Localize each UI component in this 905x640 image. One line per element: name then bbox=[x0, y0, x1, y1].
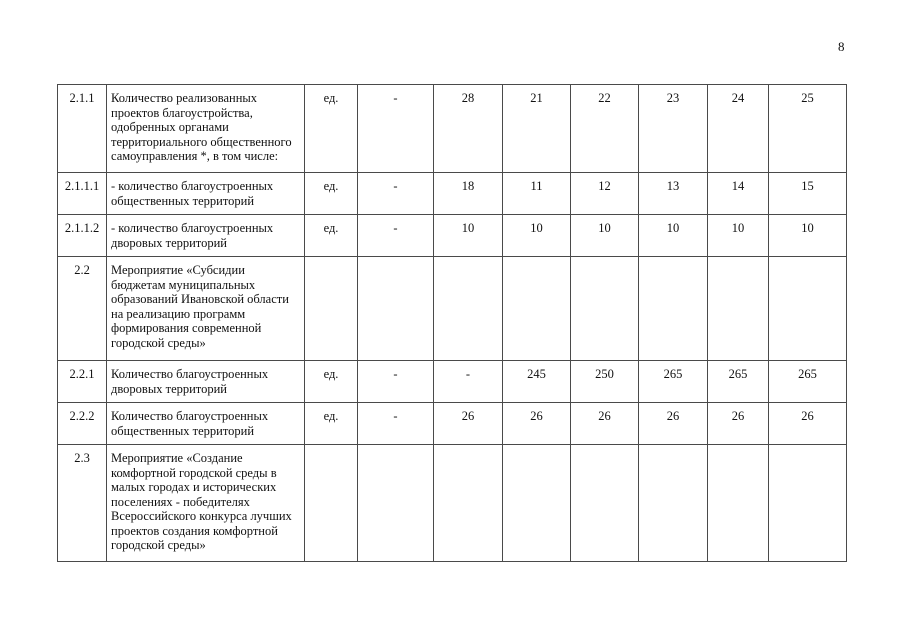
value-cell bbox=[571, 257, 639, 361]
value-cell: - bbox=[358, 361, 434, 403]
value-cell bbox=[503, 257, 571, 361]
value-cell: 26 bbox=[503, 403, 571, 445]
row-number: 2.2.1 bbox=[58, 361, 107, 403]
value-cell bbox=[358, 257, 434, 361]
value-cell: 265 bbox=[639, 361, 708, 403]
value-cell bbox=[639, 445, 708, 562]
value-cell bbox=[639, 257, 708, 361]
value-cell: 26 bbox=[769, 403, 847, 445]
unit-cell: ед. bbox=[305, 85, 358, 173]
row-number: 2.2.2 bbox=[58, 403, 107, 445]
table-row bbox=[58, 215, 847, 257]
table-row bbox=[58, 445, 847, 562]
value-cell: 24 bbox=[708, 85, 769, 173]
value-cell: - bbox=[434, 361, 503, 403]
value-cell: 11 bbox=[503, 173, 571, 215]
indicators-table bbox=[57, 84, 847, 562]
table-row bbox=[58, 173, 847, 215]
indicator-name: Количество благоустроенных общественных территорий bbox=[107, 403, 305, 445]
indicator-name: Мероприятие «Создание комфортной городской среды в малых городах и исторических поселениях - победителях Всероссийского конкурса лучших проектов создания комфортной городской среды» bbox=[107, 445, 305, 562]
value-cell: - bbox=[358, 403, 434, 445]
value-cell: 23 bbox=[639, 85, 708, 173]
value-cell: 26 bbox=[434, 403, 503, 445]
indicator-name: Количество реализованных проектов благоустройства, одобренных органами территориального общественного самоуправления *, в том числе: bbox=[107, 85, 305, 173]
value-cell: 15 bbox=[769, 173, 847, 215]
value-cell: 26 bbox=[571, 403, 639, 445]
unit-cell: ед. bbox=[305, 215, 358, 257]
value-cell: - bbox=[358, 173, 434, 215]
row-number: 2.2 bbox=[58, 257, 107, 361]
row-number: 2.1.1.1 bbox=[58, 173, 107, 215]
value-cell: 10 bbox=[639, 215, 708, 257]
value-cell: 14 bbox=[708, 173, 769, 215]
value-cell: 22 bbox=[571, 85, 639, 173]
value-cell bbox=[708, 257, 769, 361]
row-number: 2.1.1.2 bbox=[58, 215, 107, 257]
table-row bbox=[58, 403, 847, 445]
value-cell: 21 bbox=[503, 85, 571, 173]
row-number: 2.3 bbox=[58, 445, 107, 562]
indicator-name: - количество благоустроенных дворовых территорий bbox=[107, 215, 305, 257]
row-number: 2.1.1 bbox=[58, 85, 107, 173]
value-cell bbox=[571, 445, 639, 562]
unit-cell bbox=[305, 257, 358, 361]
value-cell: 18 bbox=[434, 173, 503, 215]
value-cell: 10 bbox=[769, 215, 847, 257]
value-cell: 265 bbox=[769, 361, 847, 403]
value-cell: 28 bbox=[434, 85, 503, 173]
value-cell bbox=[503, 445, 571, 562]
unit-cell: ед. bbox=[305, 173, 358, 215]
table-row bbox=[58, 361, 847, 403]
table-row bbox=[58, 85, 847, 173]
unit-cell: ед. bbox=[305, 403, 358, 445]
value-cell bbox=[434, 445, 503, 562]
value-cell: 25 bbox=[769, 85, 847, 173]
value-cell: - bbox=[358, 215, 434, 257]
value-cell: 10 bbox=[503, 215, 571, 257]
value-cell: 245 bbox=[503, 361, 571, 403]
value-cell: 26 bbox=[708, 403, 769, 445]
value-cell: 12 bbox=[571, 173, 639, 215]
indicator-name: Мероприятие «Субсидии бюджетам муниципальных образований Ивановской области на реализацию программ формирования современной городской среды» bbox=[107, 257, 305, 361]
table-row bbox=[58, 257, 847, 361]
value-cell: 10 bbox=[571, 215, 639, 257]
value-cell bbox=[769, 445, 847, 562]
page-number: 8 bbox=[838, 39, 845, 54]
value-cell: 265 bbox=[708, 361, 769, 403]
indicator-name: Количество благоустроенных дворовых территорий bbox=[107, 361, 305, 403]
value-cell bbox=[358, 445, 434, 562]
indicator-name: - количество благоустроенных общественных территорий bbox=[107, 173, 305, 215]
unit-cell: ед. bbox=[305, 361, 358, 403]
value-cell bbox=[708, 445, 769, 562]
unit-cell bbox=[305, 445, 358, 562]
value-cell: 250 bbox=[571, 361, 639, 403]
value-cell bbox=[769, 257, 847, 361]
value-cell: 10 bbox=[708, 215, 769, 257]
value-cell: - bbox=[358, 85, 434, 173]
value-cell: 13 bbox=[639, 173, 708, 215]
value-cell bbox=[434, 257, 503, 361]
value-cell: 26 bbox=[639, 403, 708, 445]
value-cell: 10 bbox=[434, 215, 503, 257]
